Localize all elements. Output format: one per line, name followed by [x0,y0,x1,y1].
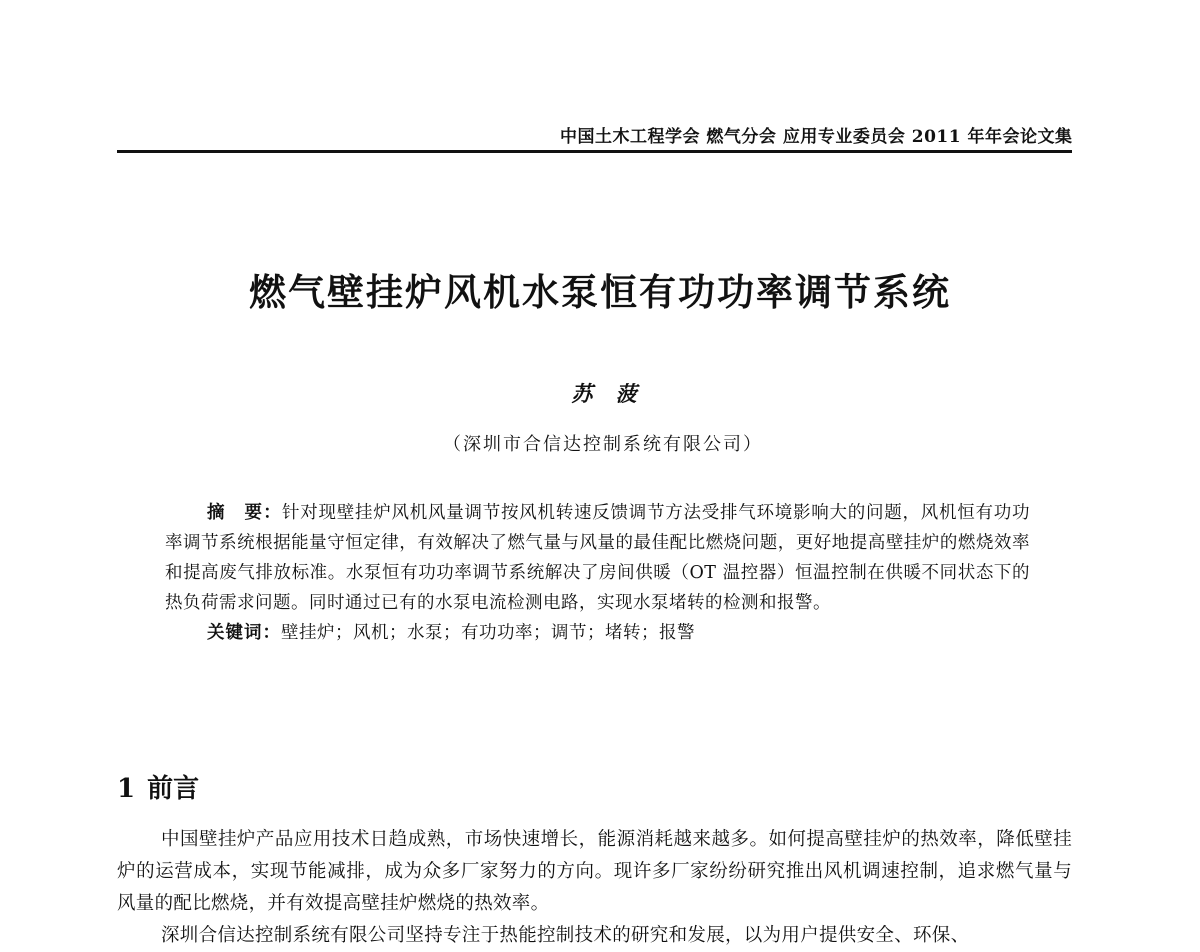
abstract-paragraph [165,498,1030,618]
paper-title: 燃气壁挂炉风机水泵恒有功功率调节系统 [249,271,951,314]
section-number: 1 [117,774,136,804]
abstract-text: 针对现壁挂炉风机风量调节按风机转速反馈调节方法受排气环境影响大的问题，风机恒有功功率调节系统根据能量守恒定律，有效解决了燃气量与风量的最佳配比燃烧问题，更好地提高壁挂炉的燃烧效率和提高废气排放标准。水泵恒有功功率调节系统解决了房间供暖（OT 温控器）恒温控制在供暖不同状态下的热负荷需求问题。同时通过已有的水泵电流检测电路，实现水泵堵转的检测和报警。 [165,503,1030,613]
body-paragraph: 深圳合信达控制系统有限公司坚持专注于热能控制技术的研究和发展，以为用户提供安全、环保、 [161,925,970,946]
running-head: 中国土木工程学会 燃气分会 应用专业委员会 2011 年年会论文集 [560,127,1073,147]
keywords-line [165,618,1030,648]
author-name: 苏 菠 [571,381,645,406]
body-paragraph: 中国壁挂炉产品应用技术日趋成熟，市场快速增长，能源消耗越来越多。如何提高壁挂炉的热效率，降低壁挂炉的运营成本，实现节能减排，成为众多厂家努力的方向。现许多厂家纷纷研究推出风机调速控制，追求燃气量与风量的配比燃烧，并有效提高壁挂炉燃烧的热效率。 [117,829,1072,914]
abstract-block [165,498,1030,648]
keywords-label: 关键词： [207,623,281,643]
section-heading [117,768,199,805]
header-rule [117,150,1072,153]
keywords-text: 壁挂炉；风机；水泵；有功功率；调节；堵转；报警 [281,623,695,643]
section-heading-text: 前言 [147,774,200,804]
abstract-label: 摘 要： [207,503,282,523]
section-body [117,824,1072,952]
author-affiliation: （深圳市合信达控制系统有限公司） [443,434,763,455]
